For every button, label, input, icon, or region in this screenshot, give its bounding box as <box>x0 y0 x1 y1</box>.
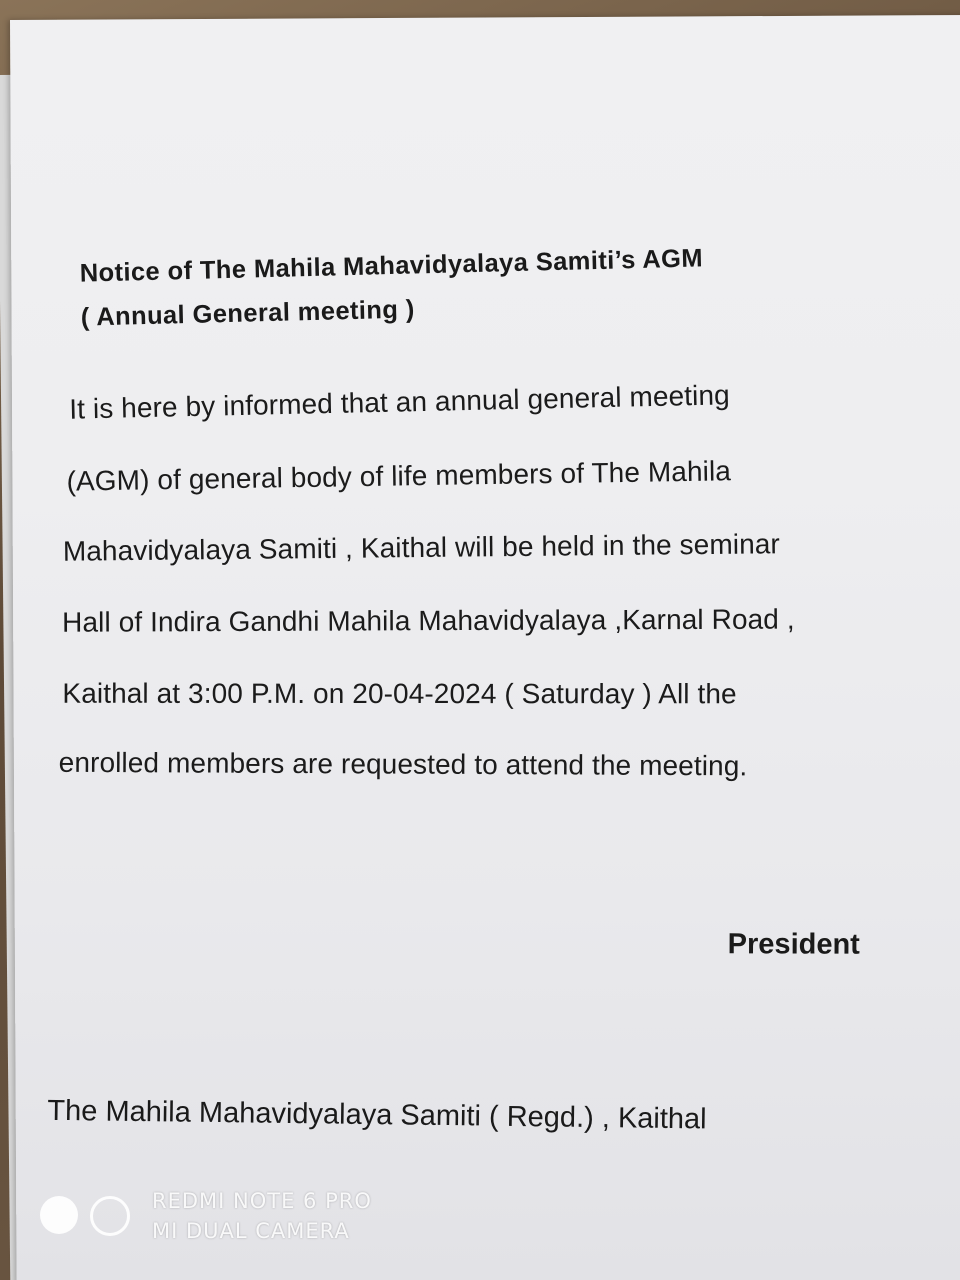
camera-watermark <box>40 1186 400 1246</box>
signatory: President <box>727 928 860 961</box>
body-line-5: Kaithal at 3:00 P.M. on 20-04-2024 ( Saturday ) All the <box>62 677 737 710</box>
camera-label: MI DUAL CAMERA <box>152 1219 350 1243</box>
camera-watermark-text <box>152 1186 372 1246</box>
body-line-3: Mahavidyalaya Samiti , Kaithal will be held in the seminar <box>62 528 781 567</box>
filled-circle-icon <box>40 1196 78 1234</box>
ring-circle-icon <box>90 1196 130 1236</box>
camera-model: REDMI NOTE 6 PRO <box>152 1189 372 1213</box>
notice-title-line-1: Notice of The Mahila Mahavidyalaya Samiti’s AGM <box>79 244 704 288</box>
notice-title <box>79 231 921 339</box>
notice-title-line-2: ( Annual General meeting ) <box>80 295 415 332</box>
organization-name: The Mahila Mahavidyalaya Samiti ( Regd.) , Kaithal <box>47 1094 707 1136</box>
body-line-6: enrolled members are requested to attend the meeting. <box>58 746 748 782</box>
notice-sheet <box>10 15 960 1280</box>
body-line-2: (AGM) of general body of life members of The Mahila <box>66 455 732 497</box>
body-line-1: It is here by informed that an annual general meeting <box>68 379 731 425</box>
body-line-4: Hall of Indira Gandhi Mahila Mahavidyalaya ,Karnal Road , <box>62 603 795 638</box>
